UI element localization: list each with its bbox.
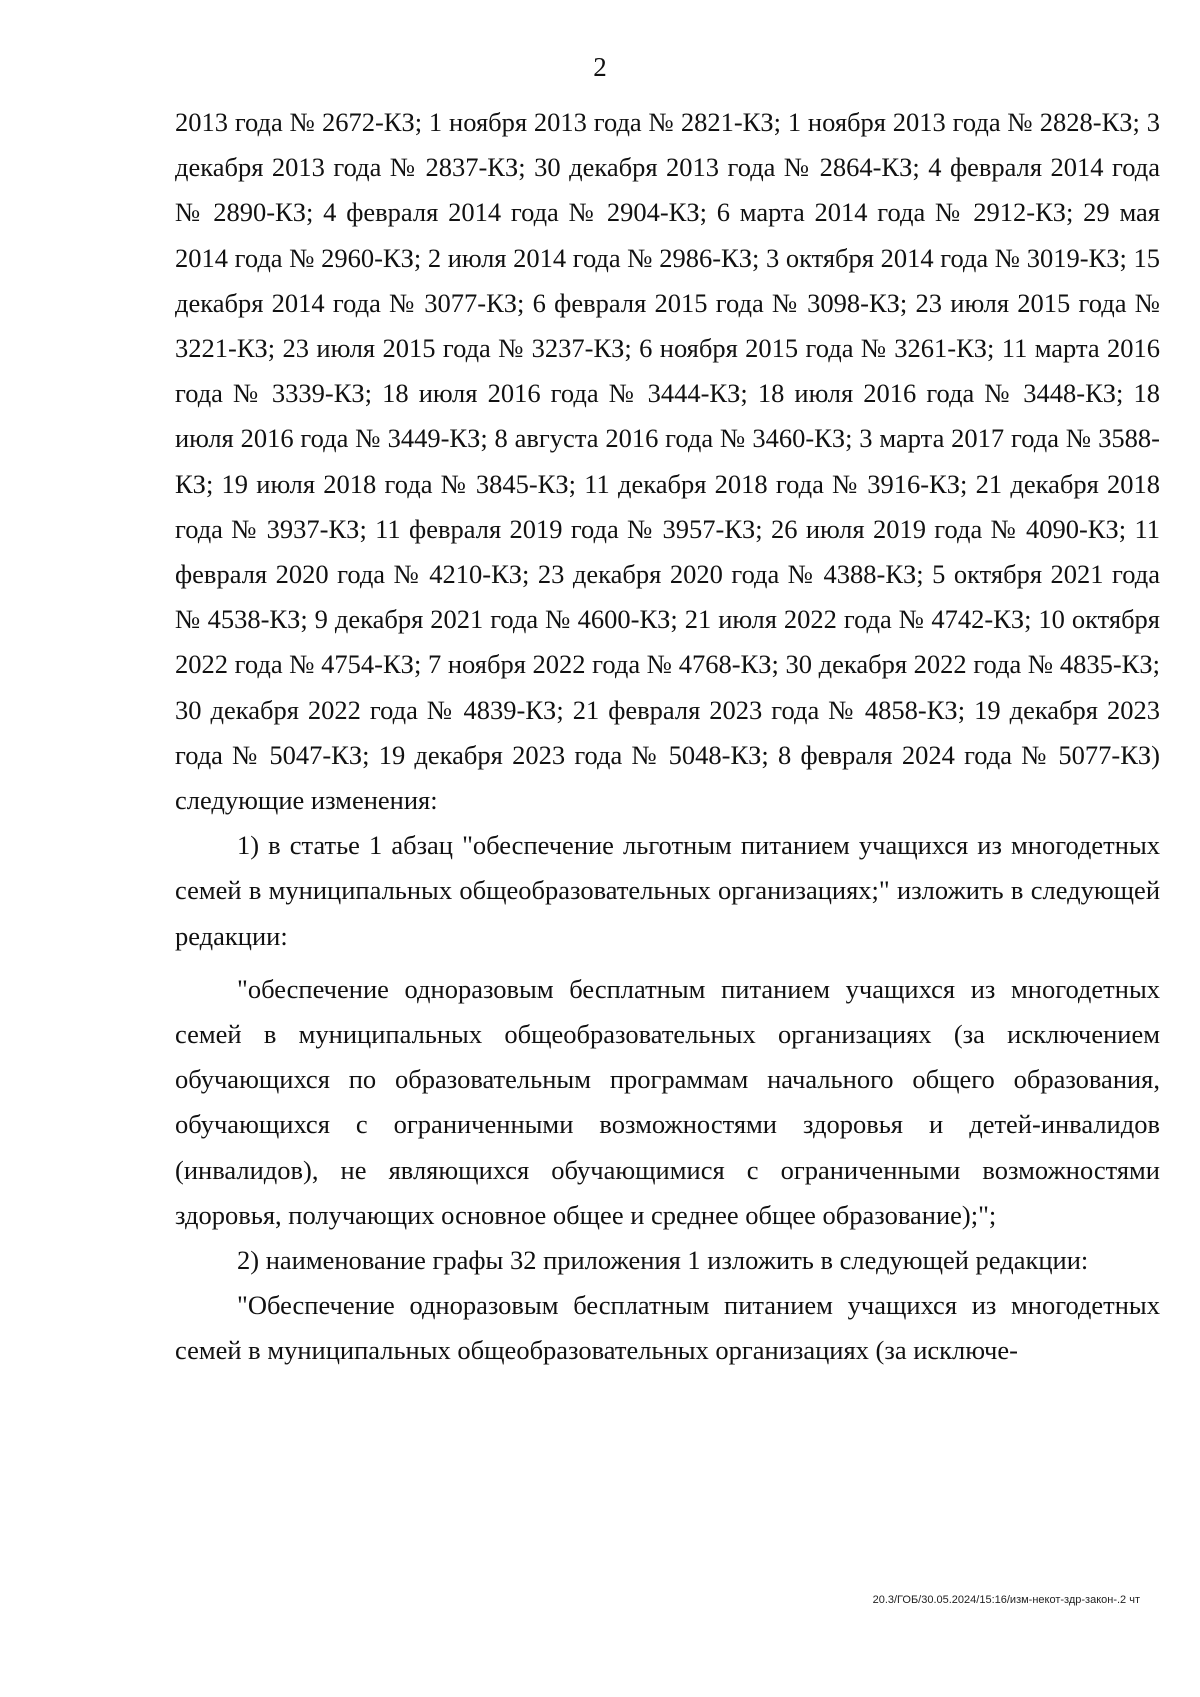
amendment-item-1-new-text: "обеспечение одноразовым бесплатным питанием учащихся из многодетных семей в муниципальных общеобразовательных организациях (за исключением обучающихся по образовательным программам начального общего образования, обучающихся с ограниченными возможностями здоровья и детей-инвалидов (инвалидов), не являющихся обучающимися с ограниченными возможностями здоровья, получающих основное общее и среднее общее образование);"; [175, 973, 1160, 1230]
amendment-item-2-new-text: "Обеспечение одноразовым бесплатным питанием учащихся из многодетных семей в муниципальных общеобразовательных организациях (за исключе- [175, 1290, 1160, 1366]
document-footer-code: 20.3/ГОБ/30.05.2024/15:16/изм-некот-здр-закон-.2 чт [872, 1594, 1140, 1606]
amendment-item-2: 2) наименование графы 32 приложения 1 изложить в следующей редакции: [237, 1245, 1089, 1276]
page-number: 2 [593, 52, 607, 82]
amendment-item-1: 1) в статье 1 абзац "обеспечение льготным питанием учащихся из многодетных семей в муниципальных общеобразовательных организациях;" изложить в следующей редакции: [175, 830, 1160, 951]
amended-laws-list-paragraph: 2013 года № 2672-КЗ; 1 ноября 2013 года № 2821-КЗ; 1 ноября 2013 года № 2828-КЗ; 3 декабря 2013 года № 2837-КЗ; 30 декабря 2013 года № 2864-КЗ; 4 февраля 2014 года № 2890-КЗ; 4 февраля 2014 года № 2904-КЗ; 6 марта 2014 года № 2912-КЗ; 29 мая 2014 года № 2960-КЗ; 2 июля 2014 года № 2986-КЗ; 3 октября 2014 года № 3019-КЗ; 15 декабря 2014 года № 3077-КЗ; 6 февраля 2015 года № 3098-КЗ; 23 июля 2015 года № 3221-КЗ; 23 июля 2015 года № 3237-КЗ; 6 ноября 2015 года № 3261-КЗ; 11 марта 2016 года № 3339-КЗ; 18 июля 2016 года № 3444-КЗ; 18 июля 2016 года № 3448-КЗ; 18 июля 2016 года № 3449-КЗ; 8 августа 2016 года № 3460-КЗ; 3 марта 2017 года № 3588-КЗ; 19 июля 2018 года № 3845-КЗ; 11 декабря 2018 года № 3916-КЗ; 21 декабря 2018 года № 3937-КЗ; 11 февраля 2019 года № 3957-КЗ; 26 июля 2019 года № 4090-КЗ; 11 февраля 2020 года № 4210-КЗ; 23 декабря 2020 года № 4388-КЗ; 5 октября 2021 года № 4538-КЗ; 9 декабря 2021 года № 4600-КЗ; 21 июля 2022 года № 4742-КЗ; 10 октября 2022 года № 4754-КЗ; 7 ноября 2022 года № 4768-КЗ; 30 декабря 2022 года № 4835-КЗ; 30 декабря 2022 года № 4839-КЗ; 21 февраля 2023 года № 4858-КЗ; 19 декабря 2023 года № 5047-КЗ; 19 декабря 2023 года № 5048-КЗ; 8 февраля 2024 года № 5077-КЗ) следующие изменения: [175, 107, 1160, 816]
document-body [175, 100, 1160, 1374]
